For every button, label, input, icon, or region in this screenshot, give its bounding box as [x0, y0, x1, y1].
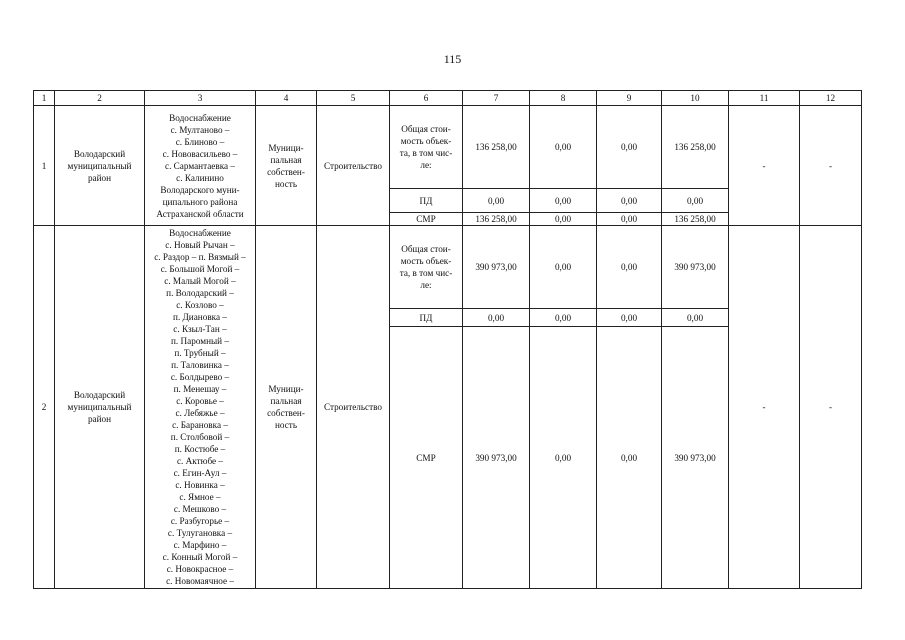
header-cell: 4	[256, 91, 317, 106]
district-cell: Володарский муниципальный район	[55, 226, 145, 589]
header-cell: 7	[463, 91, 530, 106]
work-type-cell: Строительство	[317, 106, 390, 226]
value-cell: 0,00	[530, 213, 597, 226]
value-cell: 0,00	[597, 213, 662, 226]
value-cell: 390 973,00	[662, 226, 729, 309]
table-row	[34, 106, 862, 189]
header-cell: 2	[55, 91, 145, 106]
value-cell: 136 258,00	[662, 106, 729, 189]
value-cell: 0,00	[597, 309, 662, 327]
col12-cell: -	[800, 106, 862, 226]
header-cell: 1	[34, 91, 55, 106]
data-table	[33, 90, 862, 589]
value-cell: 0,00	[530, 327, 597, 589]
header-cell: 11	[729, 91, 800, 106]
value-cell: 136 258,00	[463, 213, 530, 226]
value-cell: 0,00	[597, 327, 662, 589]
value-cell: 136 258,00	[662, 213, 729, 226]
value-cell: 136 258,00	[463, 106, 530, 189]
header-cell: 8	[530, 91, 597, 106]
value-cell: 0,00	[530, 106, 597, 189]
header-cell: 5	[317, 91, 390, 106]
header-cell: 6	[390, 91, 463, 106]
cost-label-smr: СМР	[390, 327, 463, 589]
value-cell: 0,00	[597, 106, 662, 189]
value-cell: 390 973,00	[662, 327, 729, 589]
cost-label-total: Общая стои- мость объек- та, в том чис- ле:	[390, 226, 463, 309]
col12-cell: -	[800, 226, 862, 589]
row-number: 2	[34, 226, 55, 589]
col11-cell: -	[729, 106, 800, 226]
ownership-cell: Муници- пальная собствен- ность	[256, 226, 317, 589]
value-cell: 0,00	[463, 309, 530, 327]
value-cell: 0,00	[597, 226, 662, 309]
value-cell: 0,00	[463, 189, 530, 213]
cost-label-pd: ПД	[390, 189, 463, 213]
value-cell: 0,00	[662, 189, 729, 213]
value-cell: 0,00	[597, 189, 662, 213]
table-row	[34, 226, 862, 309]
value-cell: 390 973,00	[463, 226, 530, 309]
value-cell: 0,00	[530, 309, 597, 327]
value-cell: 0,00	[662, 309, 729, 327]
cost-label-smr: СМР	[390, 213, 463, 226]
col11-cell: -	[729, 226, 800, 589]
object-cell: Водоснабжение с. Новый Рычан – с. Раздор – п. Вязмый – с. Большой Могой – с. Малый Могой – п. Володарский – с. Козлово – п. Диановка – с. Кзыл-Тан – п. Паромный – п. Трубный – п. Таловинка – с. Болдырево – п. Менешау – с. Коровье – с. Лебяжье – с. Барановка – п. Столбовой – п. Костюбе – с. Актюбе – с. Егин-Аул – с. Новинка – с. Ямное – с. Мешково – с. Разбугорье – с. Тулугановка – с. Марфино – с. Конный Могой – с. Новокрасное – с. Новомаячное –	[145, 226, 256, 589]
value-cell: 0,00	[530, 189, 597, 213]
header-cell: 3	[145, 91, 256, 106]
header-cell: 12	[800, 91, 862, 106]
page-number: 115	[443, 52, 462, 66]
cost-label-pd: ПД	[390, 309, 463, 327]
ownership-cell: Муници- пальная собствен- ность	[256, 106, 317, 226]
district-cell: Володарский муниципальный район	[55, 106, 145, 226]
work-type-cell: Строительство	[317, 226, 390, 589]
row-number: 1	[34, 106, 55, 226]
object-cell: Водоснабжение с. Мултаново – с. Блиново – с. Нововасильево – с. Сармантаевка – с. Калинино Володарского муни- ципального района Астраханской области	[145, 106, 256, 226]
value-cell: 390 973,00	[463, 327, 530, 589]
header-cell: 10	[662, 91, 729, 106]
header-row	[34, 91, 862, 106]
value-cell: 0,00	[530, 226, 597, 309]
header-cell: 9	[597, 91, 662, 106]
cost-label-total: Общая стои- мость объек- та, в том чис- ле:	[390, 106, 463, 189]
